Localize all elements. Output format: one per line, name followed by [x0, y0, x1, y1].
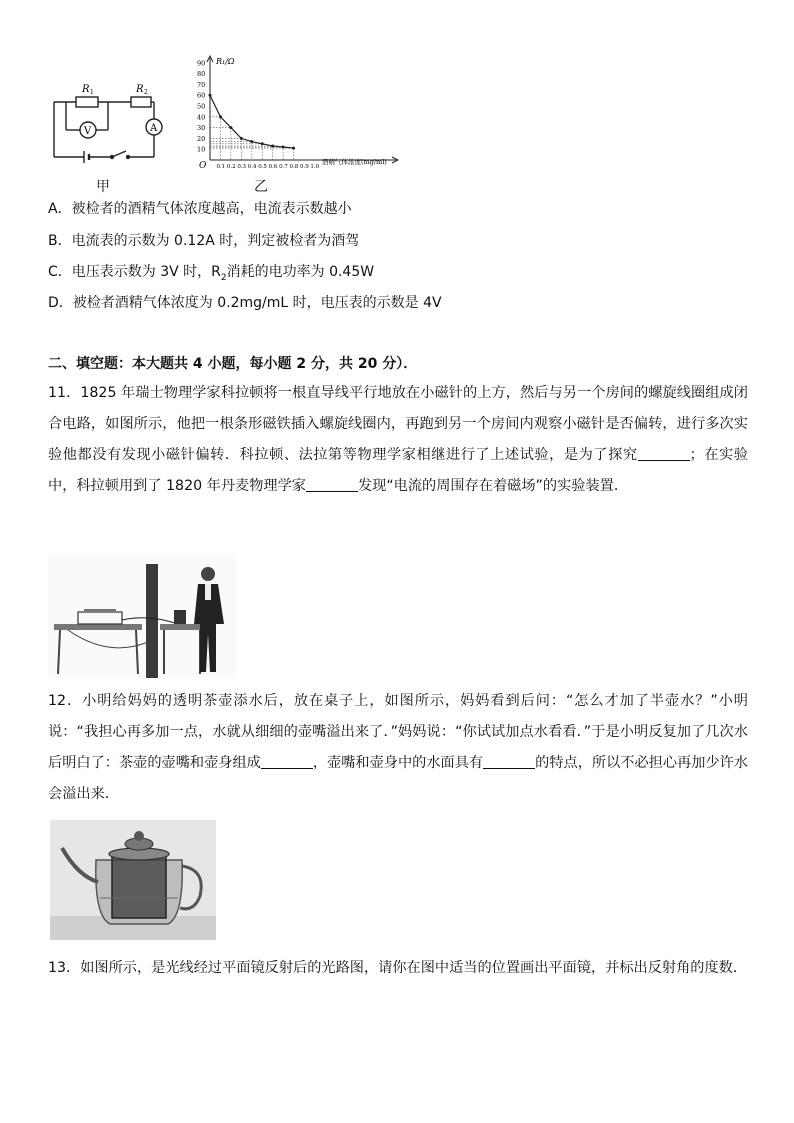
- y-tick-label: 10: [197, 145, 206, 154]
- x-tick-label: 0.2: [226, 164, 236, 170]
- q11-blank-2[interactable]: [306, 477, 358, 492]
- r2-label: R: [136, 84, 144, 95]
- guide-line: [210, 147, 283, 160]
- data-point: [261, 142, 264, 145]
- q11-text-2: ；在实验中，科拉顿用到了 1820 年丹麦物理学家: [48, 447, 748, 494]
- graph-xlabel: 酒精气体浓度(mg/ml): [322, 158, 387, 166]
- graph-origin: O: [199, 161, 207, 171]
- y-tick-label: 50: [197, 102, 206, 111]
- kolladon-experiment-photo: [48, 554, 236, 678]
- data-point: [209, 94, 212, 97]
- x-tick-label: 0.9: [299, 164, 309, 170]
- resistance-concentration-graph: [196, 52, 414, 176]
- y-tick-label: 60: [197, 91, 206, 100]
- guide-line: [210, 144, 262, 160]
- graph-caption: 乙: [254, 179, 268, 195]
- q11-text-3: 发现“电流的周围存在着磁场”的实验装置．: [357, 478, 629, 494]
- data-point: [250, 140, 253, 143]
- x-tick-label: 0.6: [268, 164, 278, 170]
- question-13: [48, 953, 748, 984]
- circuit-diagram: [46, 62, 166, 182]
- y-tick-label: 90: [197, 59, 206, 68]
- q11-blank-1[interactable]: [638, 446, 690, 461]
- data-point: [219, 115, 222, 118]
- option-c-rest: 消耗的电功率为 0.45W: [226, 264, 375, 280]
- y-tick-label: 70: [197, 80, 206, 89]
- option-c: [48, 262, 374, 288]
- r1-subscript: 1: [90, 89, 94, 96]
- y-tick-label: 80: [197, 70, 206, 79]
- q12-text-1: 12．小明给妈妈的透明茶壶添水后，放在桌子上，如图所示，妈妈看到后问：“怎么才加了半壶水？”小明说：“我担心再多加一点，水就从细细的壶嘴溢出来了．”妈妈说：“你试试加点水看看．”于是小明反复加了几次水后明白了：茶壶的壶嘴和壶身组成: [48, 693, 748, 771]
- data-point: [292, 147, 295, 150]
- option-c-subscript: 2: [220, 272, 227, 283]
- section-heading: 二、填空题：本大题共 4 小题，每小题 2 分，共 20 分）．: [48, 356, 418, 372]
- data-point: [271, 144, 274, 147]
- graph-ylabel: R₁/Ω: [216, 57, 235, 66]
- teapot-photo: [50, 820, 216, 940]
- q13-text: 13．如图所示，是光线经过平面镜反射后的光路图，请你在图中适当的位置画出平面镜，并标出反射角的度数．: [48, 960, 748, 976]
- resistor-r2: [131, 97, 151, 107]
- question-12: [48, 686, 748, 810]
- guide-line: [210, 142, 252, 160]
- x-tick-label: 0.7: [279, 164, 288, 170]
- q12-blank-1[interactable]: [261, 754, 313, 769]
- question-11: [48, 378, 748, 502]
- data-point: [282, 146, 285, 149]
- y-tick-label: 40: [197, 113, 206, 122]
- x-tick-label: 1.0: [310, 164, 320, 170]
- voltmeter-label: V: [84, 126, 92, 137]
- option-b: B．电流表的示数为 0.12A 时，判定被检者为酒驾: [48, 233, 360, 249]
- x-tick-label: 0.1: [216, 164, 226, 170]
- data-point: [240, 137, 243, 140]
- option-d: D．被检者酒精气体浓度为 0.2mg/mL 时，电压表的示数是 4V: [48, 295, 442, 311]
- option-a: A．被检者的酒精气体浓度越高，电流表示数越小: [48, 201, 352, 217]
- guide-line: [210, 117, 220, 160]
- q12-blank-2[interactable]: [483, 754, 535, 769]
- r1-label: R: [82, 84, 90, 95]
- x-tick-label: 0.3: [237, 164, 247, 170]
- x-tick-label: 0.4: [247, 164, 257, 170]
- resistor-r1: [76, 97, 98, 107]
- q11-text-1: 11．1825 年瑞士物理学家科拉顿将一根直导线平行地放在小磁针的上方，然后与另一个房间的螺旋线圈组成闭合电路，如图所示，他把一根条形磁铁插入螺旋线圈内，再跑到另一个房间内观察小磁针是否偏转，进行多次实验他都没有发现小磁针偏转．科拉顿、法拉第等物理学家相继进行了上述试验，是为了探究: [48, 385, 748, 463]
- option-c-text: C．电压表示数为 3V 时，R: [48, 264, 221, 280]
- ammeter-label: A: [150, 123, 158, 134]
- y-tick-label: 20: [197, 134, 206, 143]
- r2-subscript: 2: [144, 89, 148, 96]
- q12-text-3: 的特点，所以不必担心再加少许水会溢出来．: [48, 755, 748, 802]
- q12-text-2: ，壶嘴和壶身中的水面具有: [312, 755, 484, 771]
- data-point: [229, 126, 232, 129]
- x-tick-label: 0.5: [258, 164, 267, 170]
- x-tick-label: 0.8: [289, 164, 299, 170]
- circuit-caption: 甲: [96, 179, 110, 195]
- y-tick-label: 30: [197, 124, 206, 133]
